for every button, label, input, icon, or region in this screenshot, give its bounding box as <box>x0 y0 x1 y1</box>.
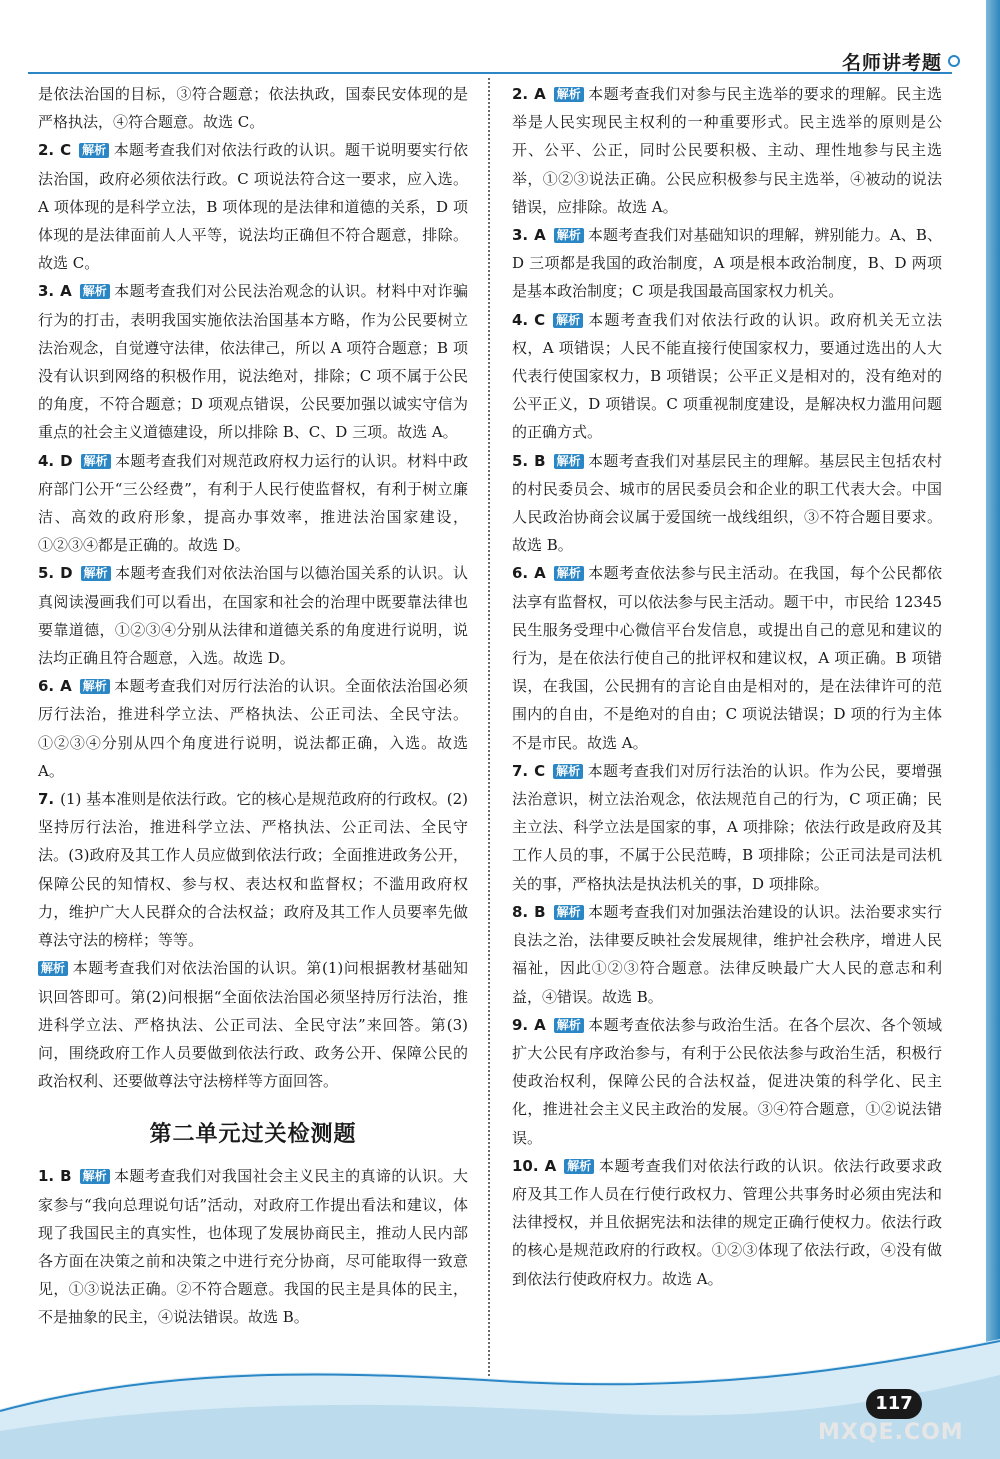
right-column <box>512 80 942 1293</box>
left-items <box>38 136 468 785</box>
answer-item-7-analysis <box>38 954 468 1095</box>
answer-item <box>512 898 942 1011</box>
item-number: 7. <box>512 761 529 780</box>
answer-item <box>512 1152 942 1293</box>
item-number: 8. <box>512 902 529 921</box>
item-number: 7. <box>38 790 55 809</box>
item-number: 5. <box>38 564 55 583</box>
item-number: 6. <box>512 564 529 583</box>
item-text: 本题考查我们对厉行法治的认识。作为公民，要增强法治意识，树立法治观念，依法规范自己的行为，C 项正确；民主立法、科学立法是国家的事，A 项排除；依法行政是政府及其工作人员的事，不属于公民范畴，B 项排除；公正司法是司法机关的事，严格执法是执法机关的事，D 项排除。 <box>512 761 942 893</box>
item-text: 本题考查我们对公民法治观念的认识。材料中对诈骗行为的打击，表明我国实施依法治国基本方略，作为公民要树立法治观念，自觉遵守法律，依法律己，所以 A 项符合题意；B 项没有认识到网络的积极作用，说法绝对，排除；C 项不属于公民的角度，不符合题意；D 项观点错误，公民要加强以诚实守信为重点的社会主义道德建设，所以排除 B、C、D 三项。故选 A。 <box>38 282 468 442</box>
item-answer: D <box>60 564 73 583</box>
answer-item <box>512 559 942 756</box>
right-items <box>512 80 942 1293</box>
analysis-badge: 解析 <box>564 1159 594 1174</box>
item-number: 4. <box>512 310 529 329</box>
answer-item <box>512 306 942 447</box>
item-text: 本题考查我们对厉行法治的认识。全面依法治国必须厉行法治，推进科学立法、严格执法、公正司法、全民守法。①②③④分别从四个角度进行说明，说法都正确，入选。故选 A。 <box>38 677 468 780</box>
answer-item <box>38 672 468 785</box>
item-answer: C <box>60 141 72 160</box>
item-text: 本题考查我们对规范政府权力运行的认识。材料中政府部门公开“三公经费”，有利于人民行使监督权，有利于树立廉洁、高效的政府形象，提高办事效率，推进法治国家建设，①②③④都是正确的。故选 D。 <box>38 451 468 555</box>
page-number: 117 <box>866 1389 922 1419</box>
header-circle-icon <box>948 55 960 67</box>
analysis-badge: 解析 <box>553 764 583 779</box>
item-text: 本题考查我们对加强法治建设的认识。法治要求实行良法之治，法律要反映社会发展规律，维护社会秩序，增进人民福祉，因此①②③符合题意。法律反映最广大人民的意志和利益，④错误。故选 B。 <box>512 902 942 1006</box>
item-number: 10. <box>512 1156 539 1175</box>
item-number: 2. <box>512 85 529 103</box>
item-answer: B <box>534 902 546 921</box>
analysis-badge: 解析 <box>38 961 68 976</box>
section-heading: 第二单元过关检测题 <box>149 1121 357 1148</box>
analysis-badge: 解析 <box>81 566 111 581</box>
item-number: 9. <box>512 1015 529 1034</box>
answer-item-7 <box>38 785 468 954</box>
analysis-badge: 解析 <box>553 313 583 328</box>
header-rule <box>28 72 952 74</box>
item-text: 本题考查依法参与民主活动。在我国，每个公民都依法享有监督权，可以依法参与民主活动。题干中，市民给 12345 民生服务受理中心微信平台发信息，或提出自己的意见和建议的行为，是在依法行使自己的批评权和建议权，A 项正确。B 项错误，在我国，公民拥有的言论自由是相对的，是在法律许可的范围内的自由，不是绝对的自由；C 项说法错误；D 项的行为主体不是市民。故选 A。 <box>512 564 942 752</box>
side-color-bar <box>986 0 1000 1360</box>
item-text: 本题考查依法参与政治生活。在各个层次、各个领域扩大公民有序政治参与，有利于公民依法参与政治生活，积极行使政治权利，保障公民的合法权益，促进决策的科学化、民主化，推进社会主义民主政治的发展。③④符合题意，①②说法错误。 <box>512 1015 942 1147</box>
answer-item <box>38 559 468 672</box>
item-number: 1. <box>38 1167 55 1186</box>
analysis-badge: 解析 <box>554 228 584 243</box>
item-number: 2. <box>38 141 55 160</box>
answer-item <box>512 757 942 898</box>
item-text: (1) 基本准则是依法行政。它的核心是规范政府的行政权。(2)坚持厉行法治，推进科学立法、严格执法、公正司法、全民守法。(3)政府及其工作人员应做到依法行政；全面推进政务公开，保障公民的知情权、参与权、表达权和监督权；不滥用政府权力，维护广大人民群众的合法权益；政府及其工作人员要率先做尊法守法的榜样；等等。 <box>38 790 468 950</box>
item-answer: B <box>60 1167 72 1186</box>
item-text: 本题考查我们对基础知识的理解，辨别能力。A、B、D 三项都是我国的政治制度，A 项是根本政治制度，B、D 两项是基本政治制度；C 项是我国最高国家权力机关。 <box>512 226 942 301</box>
left-column <box>38 80 468 1332</box>
header-title: 名师讲考题 <box>841 52 942 74</box>
analysis-badge: 解析 <box>554 454 584 469</box>
answer-item <box>512 1011 942 1152</box>
analysis-badge: 解析 <box>554 87 584 102</box>
item-answer: A <box>534 1015 546 1034</box>
item-answer: C <box>534 310 546 329</box>
answer-item <box>38 136 468 277</box>
item-text: 本题考查我们对依法治国与以德治国关系的认识。认真阅读漫画我们可以看出，在国家和社会的治理中既要靠法律也要靠道德，①②③④分别从法律和道德关系的角度进行说明，说法均正确且符合题意，入选。故选 D。 <box>38 564 468 668</box>
item-number: 4. <box>38 451 55 470</box>
answer-item <box>512 447 942 560</box>
analysis-badge: 解析 <box>80 1169 110 1184</box>
item-answer: A <box>534 226 546 245</box>
item-text: 本题考查我们对依法行政的认识。依法行政要求政府及其工作人员在行使行政权力、管理公共事务时必须由宪法和法律授权，并且依据宪法和法律的规定正确行使权力。依法行政的核心是规范政府的行政权。①②③体现了依法行政，④没有做到依法行使政府权力。故选 A。 <box>512 1156 942 1288</box>
item-answer: A <box>544 1156 557 1175</box>
item-answer: C <box>534 761 546 780</box>
analysis-badge: 解析 <box>79 143 109 158</box>
analysis-badge: 解析 <box>554 1018 584 1033</box>
item-text: 本题考查我们对依法行政的认识。政府机关无立法权，A 项错误；人民不能直接行使国家权力，要通过选出的人大代表行使国家权力，B 项错误；公平正义是相对的，没有绝对的公平正义，D 项错误。C 项重视制度建设，是解决权力滥用问题的正确方式。 <box>512 310 942 442</box>
item-text: 本题考查我们对我国社会主义民主的真谛的认识。大家参与“我向总理说句话”活动，对政府工作提出看法和建议，体现了我国民主的真实性，也体现了发展协商民主，推动人民内部各方面在决策之前和决策之中进行充分协商，尽可能取得一致意见，①③说法正确。②不符合题意。我国的民主是具体的民主，不是抽象的民主，④说法错误。故选 B。 <box>38 1167 468 1327</box>
item-text: 本题考查我们对依法行政的认识。题干说明要实行依法治国，政府必须依法行政。C 项说法符合这一要求，应入选。A 项体现的是科学立法，B 项体现的是法律和道德的关系，D 项体现的是法律面前人人平等，说法均正确但不符合题意，排除。故选 C。 <box>38 141 468 273</box>
section-items <box>38 1162 468 1331</box>
analysis-badge: 解析 <box>554 905 584 920</box>
item-answer: A <box>60 677 72 696</box>
item-text: 本题考查我们对基层民主的理解。基层民主包括农村的村民委员会、城市的居民委员会和企业的职工代表大会。中国人民政治协商会议属于爱国统一战线组织，③不符合题目要求。故选 B。 <box>512 451 942 555</box>
item-analysis-text: 本题考查我们对依法治国的认识。第(1)问根据教材基础知识回答即可。第(2)问根据“全面依法治国必须坚持厉行法治，推进科学立法、严格执法、公正司法、全民守法”来回答。第(3)问，围绕政府工作人员要做到依法行政、政务公开、保障公民的政治权利、还要做尊法守法榜样等方面回答。 <box>38 959 468 1091</box>
answer-item <box>38 447 468 560</box>
answer-item <box>38 277 468 446</box>
item-number: 5. <box>512 451 529 470</box>
item-answer: D <box>60 451 73 470</box>
item-text: 本题考查我们对参与民主选举的要求的理解。民主选举是人民实现民主权利的一种重要形式。民主选举的原则是公开、公平、公正，同时公民要积极、主动、理性地参与民主选举，①②③说法正确。公民应积极参与民主选举，④被动的说法错误，应排除。故选 A。 <box>512 85 942 216</box>
item-answer: B <box>534 451 546 470</box>
item-number: 6. <box>38 677 55 696</box>
analysis-badge: 解析 <box>554 566 584 581</box>
answer-item <box>512 80 942 221</box>
answer-item <box>38 1162 468 1331</box>
item-answer: A <box>534 564 546 583</box>
continuation-text: 是依法治国的目标，③符合题意；依法执政，国泰民安体现的是严格执法，④符合题意。故选 C。 <box>38 85 468 132</box>
analysis-badge: 解析 <box>81 454 111 469</box>
column-divider <box>488 78 490 1376</box>
analysis-badge: 解析 <box>80 679 110 694</box>
item-number: 3. <box>38 282 55 301</box>
answer-item <box>512 221 942 306</box>
analysis-badge: 解析 <box>80 284 110 299</box>
item-answer: A <box>60 282 72 301</box>
item-number: 3. <box>512 226 529 245</box>
watermark-text: MXQE.COM <box>818 1420 964 1445</box>
item-answer: A <box>534 85 546 103</box>
